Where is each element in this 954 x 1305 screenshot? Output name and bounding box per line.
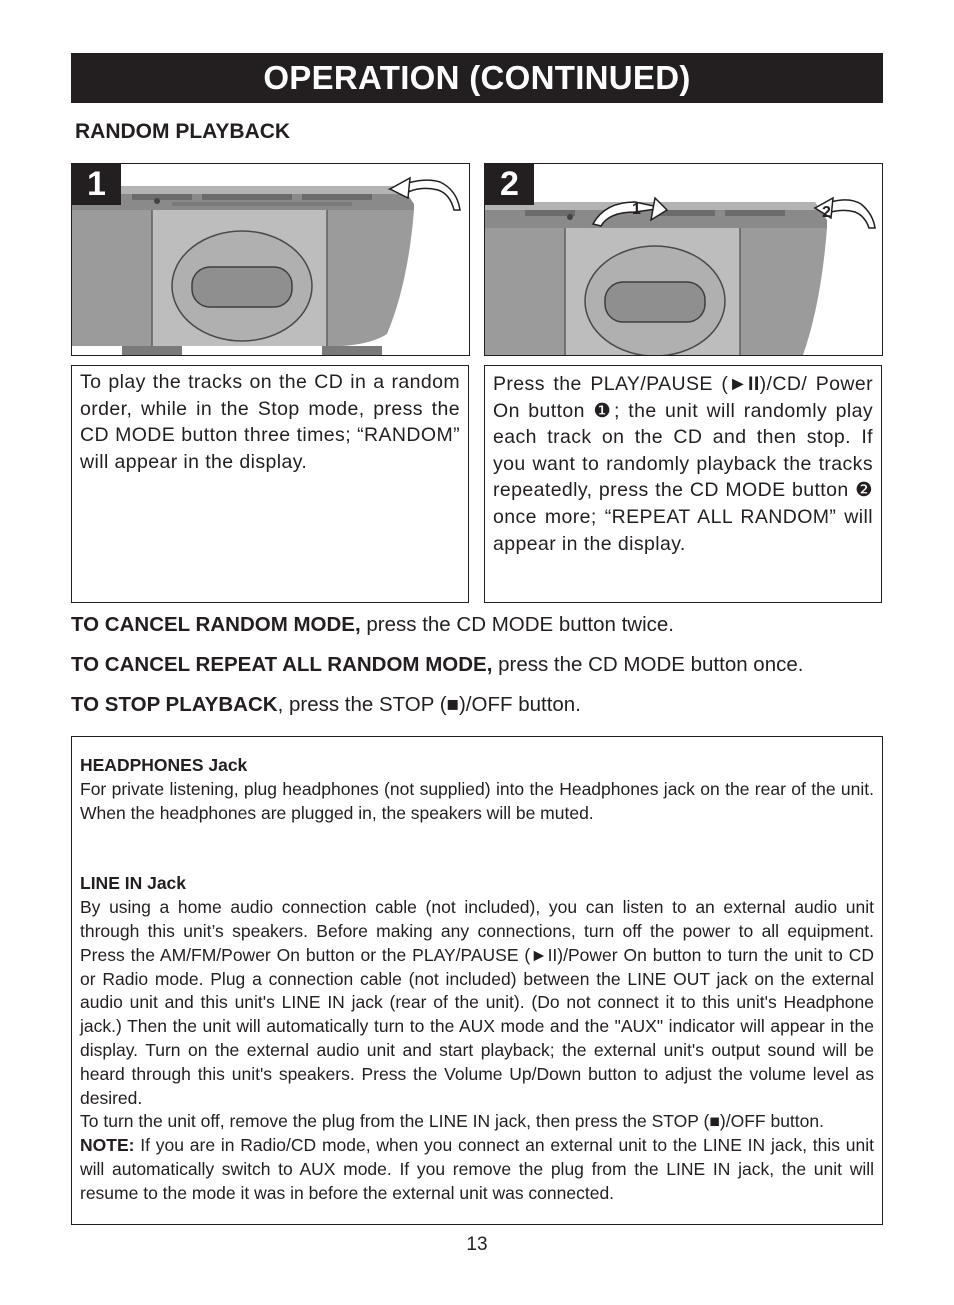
note-label: NOTE: [80, 1135, 135, 1156]
stop-symbol: ■ [446, 693, 459, 716]
cd-player-top-view [72, 164, 469, 355]
callout-1-label: 1 [632, 201, 641, 218]
instruction-label: TO CANCEL RANDOM MODE, [71, 613, 361, 636]
step-2-text-box [484, 365, 882, 603]
note-text: If you are in Radio/CD mode, when you connect an external unit to the LINE IN jack, this unit will automatically switch to AUX mode. If you remove the plug from the LINE IN jack, the unit will resume to the mode it was in before the external unit was connected. [80, 1135, 874, 1203]
instruction-text: )/OFF button. [458, 693, 581, 716]
instruction-label: TO CANCEL REPEAT ALL RANDOM MODE, [71, 653, 493, 676]
step-1-text: To play the tracks on the CD in a random order, while in the Stop mode, press the CD MODE button three times; “RANDOM” will appear in the display. [80, 371, 460, 473]
callout-2-symbol: ❷ [855, 479, 873, 502]
line-in-body: By using a home audio connection cable (not included), you can listen to an external audio unit through this unit’s speakers. Before making any connections, turn off the power to all equipment. Press the AM/FM/Power On button or the PLAY/PAUSE (►II)/Power On button to turn the unit to CD or Radio mode. Plug a connection cable (not included) between the LINE OUT jack on the external audio unit and this unit's LINE IN jack (rear of the unit). (Do not connect it to this unit's Headphone jack.) Then the unit will automatically turn to the AUX mode and the "AUX" indicator will appear in the display. Turn on the external audio unit and start playback; the external unit's output sound will be heard through this unit's speakers. Press the Volume Up/Down button to adjust the volume level as desired. [80, 897, 874, 1108]
text-fragment: Press the PLAY/PAUSE ( [493, 373, 729, 395]
callout-2-label: 2 [822, 204, 831, 221]
step-2-number: 2 [485, 164, 534, 205]
cd-player-top-view [485, 164, 882, 355]
headphones-title: HEADPHONES Jack [80, 755, 248, 775]
jacks-info-box [71, 736, 883, 1225]
step-1-text-box [71, 365, 469, 603]
instruction-cancel-repeat-all-random [71, 653, 803, 677]
instruction-cancel-random [71, 613, 674, 637]
instruction-text: press the CD MODE button twice. [360, 613, 674, 636]
line-in-note [80, 1134, 874, 1205]
text-fragment: ; the unit will randomly play each track on the CD and then stop. If you want to randomly playback the tracks repeatedly, press the CD MODE button [493, 399, 873, 502]
text-fragment: )/CD/ Power On button [493, 373, 873, 422]
step-1-number: 1 [72, 164, 121, 205]
play-pause-symbol: ►II [728, 373, 760, 395]
page-number: 13 [466, 1234, 488, 1255]
line-in-off-text: To turn the unit off, remove the plug from the LINE IN jack, then press the STOP (■)/OFF button. [80, 1111, 824, 1132]
callout-1-symbol: ❶ [593, 399, 614, 422]
instruction-stop-playback [71, 693, 581, 717]
step-1-illustration [71, 163, 470, 356]
section-title: RANDOM PLAYBACK [75, 120, 291, 143]
step-2-illustration [484, 163, 883, 356]
instruction-text: press the CD MODE button once. [492, 653, 804, 676]
instruction-label: TO STOP PLAYBACK [71, 693, 278, 716]
line-in-title: LINE IN Jack [80, 873, 187, 894]
step-2-text [493, 371, 873, 557]
banner-title: OPERATION (CONTINUED) [263, 59, 691, 96]
page-banner [71, 53, 883, 103]
text-fragment: once more; “REPEAT ALL RANDOM” will appear in the display. [493, 505, 873, 555]
instruction-text: , press the STOP ( [277, 693, 447, 716]
headphones-body: For private listening, plug headphones (not supplied) into the Headphones jack on the rear of the unit. When the headphones are plugged in, the speakers will be muted. [80, 778, 874, 823]
